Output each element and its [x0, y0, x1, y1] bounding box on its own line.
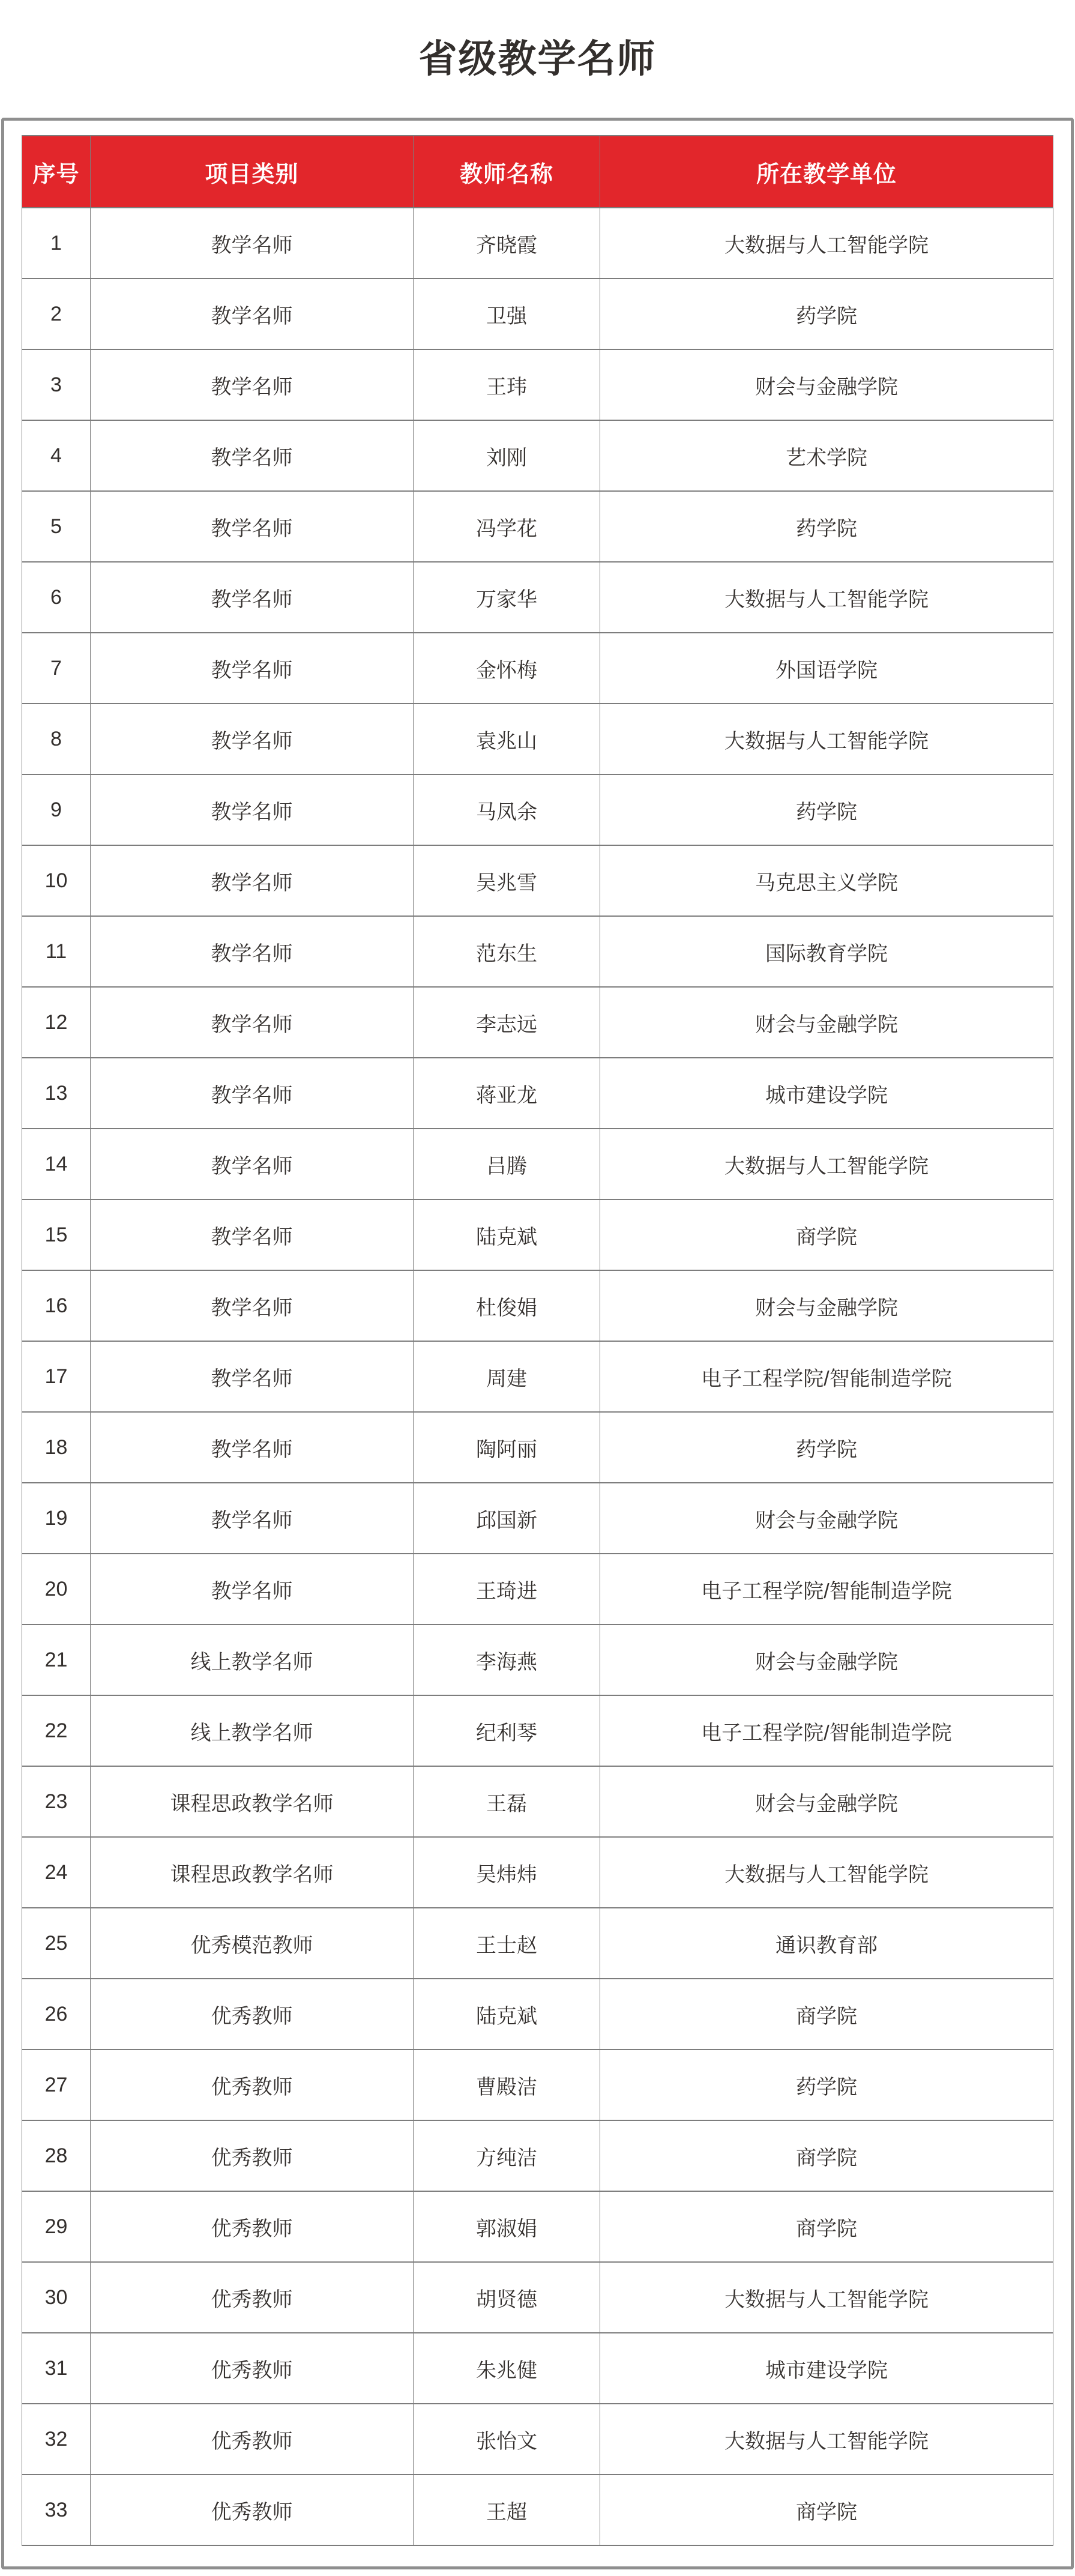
- row-category-cell: 教学名师: [91, 1412, 414, 1483]
- row-category-cell: 优秀教师: [91, 2050, 414, 2120]
- row-unit-cell: 艺术学院: [600, 420, 1053, 491]
- row-teacher-cell: 王磊: [414, 1766, 600, 1837]
- header-row: [22, 136, 1053, 208]
- table-row: [22, 1199, 1053, 1270]
- row-category-cell: 教学名师: [91, 562, 414, 633]
- row-unit-cell: 马克思主义学院: [600, 845, 1053, 916]
- table-row: [22, 1341, 1053, 1412]
- row-category-cell: 优秀教师: [91, 2475, 414, 2545]
- table-body: [22, 208, 1053, 2545]
- row-index-cell: 3: [22, 349, 91, 420]
- table-row: [22, 2120, 1053, 2191]
- row-category-cell: 优秀教师: [91, 2120, 414, 2191]
- row-teacher-cell: 周建: [414, 1341, 600, 1412]
- row-teacher-cell: 李志远: [414, 987, 600, 1058]
- row-category-cell: 教学名师: [91, 704, 414, 774]
- row-teacher-cell: 王琦进: [414, 1554, 600, 1624]
- row-unit-cell: 大数据与人工智能学院: [600, 1837, 1053, 1908]
- column-header-teacher: 教师名称: [414, 136, 600, 208]
- row-teacher-cell: 吴兆雪: [414, 845, 600, 916]
- row-teacher-cell: 王超: [414, 2475, 600, 2545]
- title-area: [0, 0, 1075, 118]
- row-index-cell: 12: [22, 987, 91, 1058]
- row-index-cell: 33: [22, 2475, 91, 2545]
- row-category-cell: 教学名师: [91, 349, 414, 420]
- table-row: [22, 1129, 1053, 1199]
- table-row: [22, 1695, 1053, 1766]
- row-category-cell: 教学名师: [91, 1341, 414, 1412]
- row-unit-cell: 财会与金融学院: [600, 1270, 1053, 1341]
- row-index-cell: 17: [22, 1341, 91, 1412]
- row-teacher-cell: 万家华: [414, 562, 600, 633]
- table-header: [22, 136, 1053, 208]
- table-row: [22, 2333, 1053, 2404]
- row-teacher-cell: 范东生: [414, 916, 600, 987]
- row-teacher-cell: 陶阿丽: [414, 1412, 600, 1483]
- row-category-cell: 课程思政教学名师: [91, 1837, 414, 1908]
- row-category-cell: 课程思政教学名师: [91, 1766, 414, 1837]
- row-unit-cell: 大数据与人工智能学院: [600, 2404, 1053, 2475]
- table-row: [22, 2475, 1053, 2545]
- column-header-unit: 所在教学单位: [600, 136, 1053, 208]
- table-row: [22, 1624, 1053, 1695]
- row-unit-cell: 城市建设学院: [600, 1058, 1053, 1129]
- row-category-cell: 优秀教师: [91, 2404, 414, 2475]
- row-index-cell: 14: [22, 1129, 91, 1199]
- row-teacher-cell: 马凤余: [414, 774, 600, 845]
- table-card: [1, 118, 1074, 2569]
- row-unit-cell: 商学院: [600, 2475, 1053, 2545]
- table-row: [22, 1979, 1053, 2050]
- row-index-cell: 23: [22, 1766, 91, 1837]
- row-unit-cell: 财会与金融学院: [600, 349, 1053, 420]
- row-category-cell: 教学名师: [91, 1058, 414, 1129]
- row-unit-cell: 大数据与人工智能学院: [600, 1129, 1053, 1199]
- row-category-cell: 教学名师: [91, 1270, 414, 1341]
- row-category-cell: 教学名师: [91, 916, 414, 987]
- row-index-cell: 28: [22, 2120, 91, 2191]
- row-index-cell: 1: [22, 208, 91, 279]
- row-index-cell: 21: [22, 1624, 91, 1695]
- table-row: [22, 1483, 1053, 1554]
- row-unit-cell: 外国语学院: [600, 633, 1053, 704]
- row-index-cell: 6: [22, 562, 91, 633]
- row-index-cell: 13: [22, 1058, 91, 1129]
- row-category-cell: 教学名师: [91, 1129, 414, 1199]
- row-index-cell: 4: [22, 420, 91, 491]
- row-teacher-cell: 陆克斌: [414, 1979, 600, 2050]
- table-row: [22, 562, 1053, 633]
- row-teacher-cell: 纪利琴: [414, 1695, 600, 1766]
- row-category-cell: 优秀教师: [91, 2262, 414, 2333]
- table-row: [22, 2262, 1053, 2333]
- row-teacher-cell: 蒋亚龙: [414, 1058, 600, 1129]
- row-category-cell: 教学名师: [91, 774, 414, 845]
- row-index-cell: 29: [22, 2191, 91, 2262]
- row-index-cell: 5: [22, 491, 91, 562]
- row-teacher-cell: 王士赵: [414, 1908, 600, 1979]
- row-unit-cell: 商学院: [600, 2120, 1053, 2191]
- teaching-masters-table: [22, 135, 1053, 2546]
- row-unit-cell: 通识教育部: [600, 1908, 1053, 1979]
- row-index-cell: 11: [22, 916, 91, 987]
- row-unit-cell: 大数据与人工智能学院: [600, 562, 1053, 633]
- row-unit-cell: 财会与金融学院: [600, 1483, 1053, 1554]
- row-index-cell: 15: [22, 1199, 91, 1270]
- table-row: [22, 1412, 1053, 1483]
- row-index-cell: 27: [22, 2050, 91, 2120]
- row-teacher-cell: 张怡文: [414, 2404, 600, 2475]
- row-category-cell: 教学名师: [91, 633, 414, 704]
- row-unit-cell: 药学院: [600, 774, 1053, 845]
- row-unit-cell: 药学院: [600, 491, 1053, 562]
- row-index-cell: 2: [22, 279, 91, 349]
- row-category-cell: 优秀教师: [91, 1979, 414, 2050]
- row-category-cell: 优秀教师: [91, 2333, 414, 2404]
- table-row: [22, 845, 1053, 916]
- row-unit-cell: 商学院: [600, 1199, 1053, 1270]
- row-unit-cell: 电子工程学院/智能制造学院: [600, 1695, 1053, 1766]
- row-index-cell: 16: [22, 1270, 91, 1341]
- row-teacher-cell: 金怀梅: [414, 633, 600, 704]
- row-index-cell: 30: [22, 2262, 91, 2333]
- row-category-cell: 教学名师: [91, 1554, 414, 1624]
- row-teacher-cell: 邱国新: [414, 1483, 600, 1554]
- row-unit-cell: 药学院: [600, 2050, 1053, 2120]
- row-index-cell: 26: [22, 1979, 91, 2050]
- row-category-cell: 教学名师: [91, 987, 414, 1058]
- row-index-cell: 7: [22, 633, 91, 704]
- table-row: [22, 633, 1053, 704]
- column-header-category: 项目类别: [91, 136, 414, 208]
- table-row: [22, 279, 1053, 349]
- table-row: [22, 916, 1053, 987]
- row-category-cell: 线上教学名师: [91, 1695, 414, 1766]
- table-row: [22, 349, 1053, 420]
- row-index-cell: 10: [22, 845, 91, 916]
- row-category-cell: 教学名师: [91, 845, 414, 916]
- page-title: 省级教学名师: [418, 37, 657, 80]
- row-teacher-cell: 袁兆山: [414, 704, 600, 774]
- row-teacher-cell: 刘刚: [414, 420, 600, 491]
- row-unit-cell: 大数据与人工智能学院: [600, 2262, 1053, 2333]
- table-row: [22, 704, 1053, 774]
- row-category-cell: 教学名师: [91, 279, 414, 349]
- row-teacher-cell: 方纯洁: [414, 2120, 600, 2191]
- row-unit-cell: 药学院: [600, 279, 1053, 349]
- row-index-cell: 25: [22, 1908, 91, 1979]
- table-row: [22, 2191, 1053, 2262]
- table-row: [22, 1270, 1053, 1341]
- table-row: [22, 1766, 1053, 1837]
- table-row: [22, 1058, 1053, 1129]
- row-category-cell: 教学名师: [91, 1199, 414, 1270]
- row-teacher-cell: 杜俊娟: [414, 1270, 600, 1341]
- row-unit-cell: 电子工程学院/智能制造学院: [600, 1341, 1053, 1412]
- row-category-cell: 线上教学名师: [91, 1624, 414, 1695]
- row-unit-cell: 商学院: [600, 2191, 1053, 2262]
- table-row: [22, 1837, 1053, 1908]
- row-unit-cell: 大数据与人工智能学院: [600, 704, 1053, 774]
- row-unit-cell: 财会与金融学院: [600, 1624, 1053, 1695]
- row-index-cell: 20: [22, 1554, 91, 1624]
- row-unit-cell: 药学院: [600, 1412, 1053, 1483]
- row-unit-cell: 城市建设学院: [600, 2333, 1053, 2404]
- row-unit-cell: 大数据与人工智能学院: [600, 208, 1053, 279]
- row-category-cell: 教学名师: [91, 491, 414, 562]
- row-index-cell: 32: [22, 2404, 91, 2475]
- row-category-cell: 优秀模范教师: [91, 1908, 414, 1979]
- row-teacher-cell: 陆克斌: [414, 1199, 600, 1270]
- row-unit-cell: 财会与金融学院: [600, 1766, 1053, 1837]
- row-teacher-cell: 冯学花: [414, 491, 600, 562]
- table-row: [22, 1554, 1053, 1624]
- table-row: [22, 987, 1053, 1058]
- table-row: [22, 774, 1053, 845]
- row-index-cell: 22: [22, 1695, 91, 1766]
- table-row: [22, 208, 1053, 279]
- row-index-cell: 31: [22, 2333, 91, 2404]
- row-teacher-cell: 胡贤德: [414, 2262, 600, 2333]
- row-teacher-cell: 吴炜炜: [414, 1837, 600, 1908]
- row-category-cell: 优秀教师: [91, 2191, 414, 2262]
- table-row: [22, 2404, 1053, 2475]
- row-index-cell: 18: [22, 1412, 91, 1483]
- row-teacher-cell: 齐晓霞: [414, 208, 600, 279]
- row-category-cell: 教学名师: [91, 1483, 414, 1554]
- column-header-no: 序号: [22, 136, 91, 208]
- row-teacher-cell: 王玮: [414, 349, 600, 420]
- table-row: [22, 1908, 1053, 1979]
- row-unit-cell: 商学院: [600, 1979, 1053, 2050]
- row-category-cell: 教学名师: [91, 208, 414, 279]
- row-teacher-cell: 郭淑娟: [414, 2191, 600, 2262]
- row-unit-cell: 财会与金融学院: [600, 987, 1053, 1058]
- table-row: [22, 420, 1053, 491]
- row-index-cell: 19: [22, 1483, 91, 1554]
- row-category-cell: 教学名师: [91, 420, 414, 491]
- row-teacher-cell: 吕腾: [414, 1129, 600, 1199]
- row-teacher-cell: 朱兆健: [414, 2333, 600, 2404]
- row-index-cell: 24: [22, 1837, 91, 1908]
- row-teacher-cell: 卫强: [414, 279, 600, 349]
- row-teacher-cell: 李海燕: [414, 1624, 600, 1695]
- table-row: [22, 491, 1053, 562]
- row-teacher-cell: 曹殿洁: [414, 2050, 600, 2120]
- row-index-cell: 8: [22, 704, 91, 774]
- row-index-cell: 9: [22, 774, 91, 845]
- row-unit-cell: 国际教育学院: [600, 916, 1053, 987]
- row-unit-cell: 电子工程学院/智能制造学院: [600, 1554, 1053, 1624]
- table-row: [22, 2050, 1053, 2120]
